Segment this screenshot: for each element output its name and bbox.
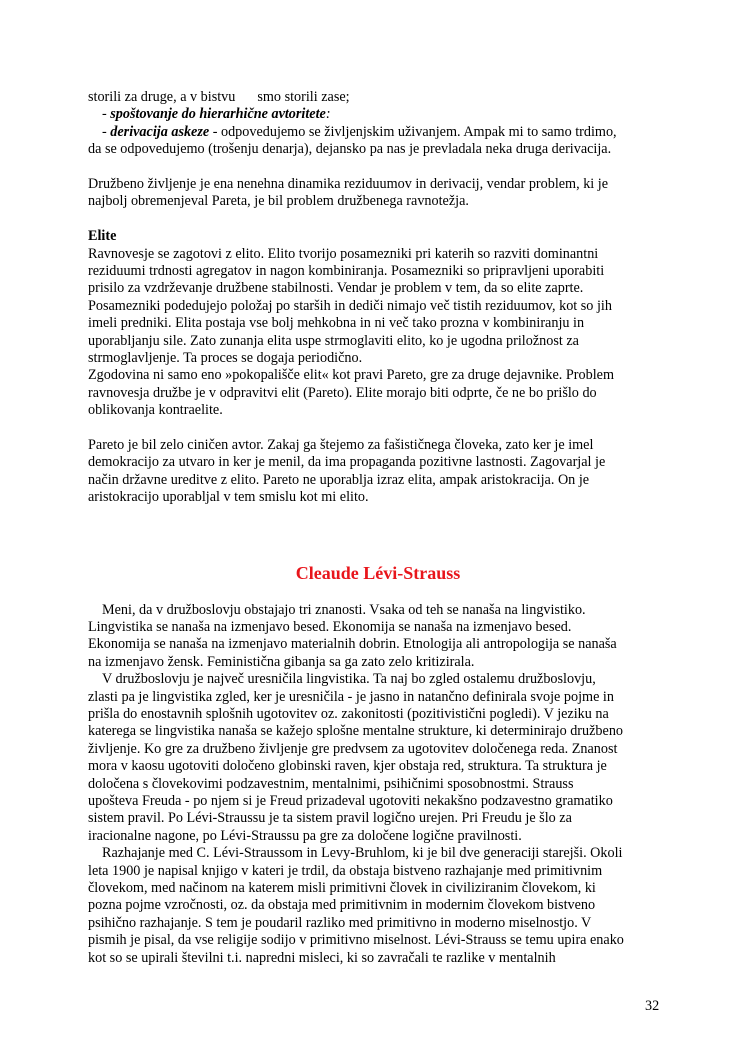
intro-line-1: storili za druge, a v bistvu smo storili zase;: [88, 89, 350, 105]
levi-strauss-text: Meni, da v družboslovju obstajajo tri znanosti. Vsaka od teh se nanaša na lingvistiko. Lingvistika se nanaša na izmenjavo besed. Ekonomija se nanaša na izmenjavo besed. Ekonomija se nanaša na izmenjavo materialnih dobrin. Etnologija ali antropologija se nanaša na izmenjavo žensk. Feministična gibanja sa ga zato zelo kritizirala. V družboslovju je največ uresničila lingvistika. Ta naj bo zgled ostalemu družboslovju, zlasti pa je lingvistika zgled, ker je uresničila - je jasno in natančno definirala svoje pojme in prišla do enostavnih splošnih ugotovitev oz. zakonitosti (pozitivistični pogledi). V jeziku na katerega se lingvistika nanaša se kažejo splošne mentalne strukture, ki determinirajo družbeno življenje. Ko gre za družbeno življenje gre predvsem za ugotovitev določenega reda. Znanost mora v kaosu ugotoviti določeno globinski raven, kjer obstaja red, struktura. Ta struktura je določena s človekovimi podzavestnim, mentalnimi, psihičnimi sposobnostmi. Strauss upošteva Freuda - po njem si je Freud prizadeval ugotoviti nekakšno podzavestno gramatiko sistem pravil. Po Lévi-Straussu je ta sistem pravil logično urejen. Pri Freudu je šlo za iracionalne nagone, po Lévi-Straussu pa gre za določene logične pravilnosti. Razhajanje med C. Lévi-Straussom in Levy-Bruhlom, ki je bil dve generaciji starejši. Okoli leta 1900 je napisal knjigo v kateri je trdil, da obstaja bistveno razhajanje med primitivnim človekom, med načinom na katerem misli primitivni človek in civiliziranim človekom, ki pozna pojme vzročnosti, oz. da obstaja med primitivnim in modernim človekom bistveno psihično razhajanje. S tem je poudaril razliko med primitivno in moderno miselnostjo. V pismih je pisal, da vse religije sodijo v primitivno miselnost. Lévi-Strauss se temu upira enako kot so se upirali številni t.i. napredni misleci, ki so zavračali te razlike v mentalnih: [88, 601, 624, 966]
elite-section: Elite Ravnovesje se zagotovi z elito. Elito tvorijo posamezniki pri katerih so razviti dominantni reziduumi trdnosti agregatov in nagon kombiniranja. Posamezniki so pripravljeni uporabiti prisilo za vzdrževanje družbene stabilnosti. Vendar je problem v tem, da so elite zaprte. Posamezniki podedujejo položaj po starših in dediči nimajo več tistih reziduumov, kot so jih imeli predniki. Elita postaja vse bolj mehkobna in ni več tako prozna v kombiniranju in uporabljanju sile. Zato zunanja elita uspe strmoglaviti elito, ko je ugodna priložnost za strmoglavljenje. Ta proces se dogaja periodično. Zgodovina ni samo eno »pokopališče elit« kot pravi Pareto, gre za druge dejavnike. Problem ravnovesja družbe je v odpravitvi elit (Pareto). Elite morajo biti odprte, če ne bo prišlo do oblikovanja kontraelite.: [88, 228, 668, 419]
page-number: 32: [645, 998, 660, 1014]
section-title: Cleaude Lévi-Strauss: [295, 562, 461, 583]
document-page: [88, 89, 668, 967]
bullet-askeza-continued: da se odpovedujemo (trošenju denarja), dejansko pa nas je prevladala neka druga derivacija.: [88, 141, 612, 158]
intro-block: [88, 89, 668, 159]
paragraph-dynamics: Družbeno življenje je ena nenehna dinamika reziduumov in derivacij, vendar problem, ki je najbolj obremenjeval Pareta, je bil problem družbenega ravnotežja.: [88, 176, 609, 210]
term-hierarchy: spoštovanje do hierarhične avtoritete: [110, 106, 326, 123]
paragraph-pareto: Pareto je bil zelo ciničen avtor. Zakaj ga štejemo za fašističnega človeka, zato ker je imel demokracijo za utvaro in ker je menil, da ima propaganda pozitivne lastnosti. Zagovarjal je način državne ureditve z elito. Pareto ne uporablja izraz elita, ampak aristokracija. On je aristokracijo uporabljal v tem smislu kot mi elito.: [88, 437, 606, 506]
term-askeza: derivacija askeze: [110, 123, 210, 140]
bullet-askeza: - derivacija askeze - odpovedujemo se življenjskim uživanjem. Ampak mi to samo trdimo,: [102, 123, 617, 140]
bullet-hierarchy: - spoštovanje do hierarhične avtoritete:: [102, 106, 331, 123]
elite-heading: Elite: [88, 228, 117, 245]
